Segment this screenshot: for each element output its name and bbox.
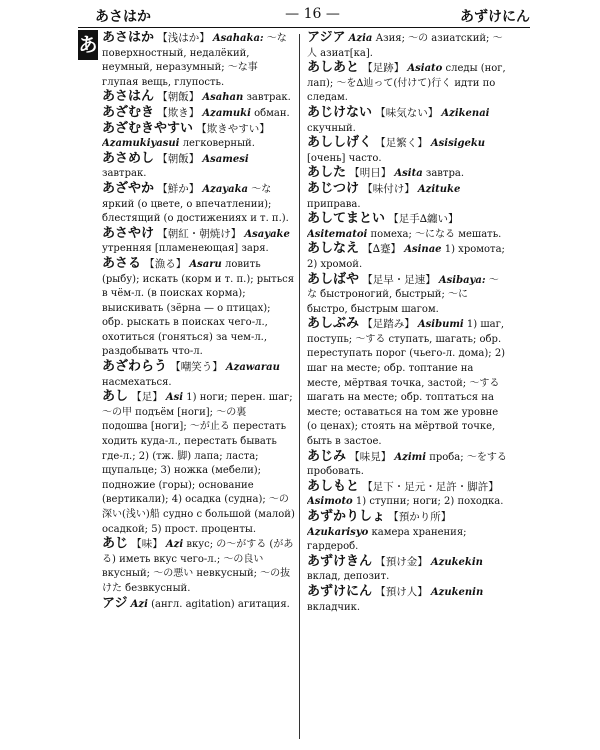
definition: легковерный.: [182, 138, 255, 150]
headword: あさはん: [102, 89, 155, 105]
definition: ловить (рыбу); искать (корм и т. п.); рыться в чём-л. (в поисках корма); выискивать (зёрна — о птицах); обр. рыскать в поисках чего-л., охотиться (гоняться) за чем-л., раздобывать что-л.: [102, 258, 295, 358]
headword: あずかりしょ: [307, 509, 386, 524]
definition: 〜な быстроногий, быстрый; 〜に быстро, быстрым шагом.: [307, 274, 499, 315]
headword: あした: [307, 165, 347, 181]
romanization: Azi: [165, 539, 184, 551]
dictionary-entry: [307, 585, 507, 615]
headword: あずけきん: [307, 553, 373, 569]
kanji-spelling: 【浅はか】: [157, 32, 210, 44]
running-header: [95, 4, 530, 26]
dictionary-entry: [102, 390, 295, 537]
kanji-spelling: 【足早・足速】: [362, 273, 436, 286]
definition: камера хранения; гардероб.: [307, 526, 467, 553]
dictionary-entry: [307, 61, 507, 106]
dictionary-entry: [102, 257, 295, 360]
definition: утренняя [пламенеющая] заря.: [102, 243, 269, 255]
romanization: Azukenin: [430, 586, 484, 598]
kanji-spelling: 【足手∆纏い】: [388, 213, 459, 226]
definition: приправа.: [307, 198, 361, 210]
definition: 〜な поверхностный, недалёкий, неумный, неразумный; 〜な事 глупая вещь, глупость.: [102, 33, 287, 88]
headword: あじみ: [307, 448, 347, 464]
romanization: Asibumi: [417, 319, 464, 331]
kanji-spelling: 【朝飯】: [157, 91, 200, 104]
romanization: Asahaka:: [212, 33, 264, 44]
dictionary-entry: [102, 31, 295, 90]
headword: あしぶみ: [307, 316, 360, 332]
definition: 1) хромота; 2) хромой.: [307, 244, 505, 270]
definition: обман.: [254, 107, 290, 119]
kanji-spelling: 【明日】: [349, 167, 392, 180]
column-divider: [299, 34, 300, 739]
definition: завтра.: [425, 168, 464, 180]
dictionary-entry: [307, 555, 507, 585]
kanji-spelling: 【味付け】: [362, 182, 415, 195]
definition: (англ. agitation) агитация.: [151, 598, 290, 610]
kanji-spelling: 【足繁く】: [375, 137, 428, 150]
thumb-index-tab: あ: [78, 30, 98, 60]
dictionary-entry: [102, 597, 295, 613]
right-column: [307, 31, 507, 746]
headword: あし: [102, 389, 129, 405]
kanji-spelling: 【漁る】: [144, 257, 187, 270]
headword: あしもと: [307, 478, 360, 494]
headword: あしばや: [307, 271, 360, 287]
romanization: Asahan: [202, 92, 244, 104]
definition: проба; 〜をする пробовать.: [307, 451, 507, 478]
kanji-spelling: 【足】: [131, 391, 163, 404]
headword: アジ: [102, 595, 128, 611]
headword: あじけない: [307, 104, 373, 120]
romanization: Asaru: [189, 258, 222, 270]
dictionary-entry: [307, 510, 507, 555]
header-first-word: あさはか: [95, 9, 151, 25]
definition: 1) шаг, поступь; 〜する ступать, шагать; обр. переступать порог (чьего-л. дома); 2) шаг на месте; обр. топтание на месте, мёртвая точка, застой; 〜する шагать на месте; обр. топтаться на месте; оставаться на том же уровне (о ценах); стоять на мёртвой точке, быть в застое.: [307, 319, 506, 448]
romanization: Azia: [348, 33, 373, 44]
dictionary-entry: [102, 106, 295, 122]
headword: あずけにん: [307, 583, 373, 599]
kanji-spelling: 【足下・足元・足許・脚許】: [362, 480, 499, 493]
romanization: Azamukiyasui: [102, 138, 180, 150]
kanji-spelling: 【預かり所】: [388, 511, 452, 523]
definition: помеха; 〜になる мешать.: [370, 228, 502, 240]
kanji-spelling: 【欺き】: [157, 106, 200, 119]
definition: 〜な яркий (о цвете, о впечатлении); блестящий (о достижениях и т. п.).: [102, 183, 289, 225]
romanization: Asayake: [244, 228, 290, 240]
kanji-spelling: 【味】: [131, 538, 163, 551]
dictionary-entry: [102, 90, 295, 106]
romanization: Asibaya:: [438, 274, 486, 286]
dictionary-entry: [102, 537, 295, 596]
definition: Азия; 〜の азиатский; 〜人 азиат[ка].: [307, 33, 503, 59]
dictionary-entry: [102, 182, 295, 227]
headword: あさめし: [102, 150, 155, 166]
headword: あざやか: [102, 180, 155, 196]
romanization: Azayaka: [202, 183, 249, 195]
headword: あさはか: [102, 31, 155, 45]
dictionary-entry: [307, 317, 507, 449]
kanji-spelling: 【預け金】: [375, 555, 428, 568]
kanji-spelling: 【足跡】: [362, 62, 405, 75]
romanization: Azikenai: [441, 107, 490, 119]
dictionary-entry: [102, 360, 295, 390]
headword: あさる: [102, 255, 142, 271]
romanization: Azawarau: [225, 362, 280, 374]
headword: あざむき: [102, 104, 155, 120]
definition: 1) ноги; перен. шаг; 〜の甲 подъём [ноги]; 〜の裏 подошва [ноги]; 〜が止る перестать ходить куда-л., перестать бывать где-л.; 2) (тж. 脚) лапа; ласта; щупальце; 3) ножка (мебели); подножие (горы); основание (вертикали); 4) осадка (судна); 〜の深い(浅い)船 судно с большой (малой) осадкой; 5) прост. проценты.: [102, 392, 295, 535]
romanization: Asisigeku: [430, 138, 486, 150]
definition: скучный.: [307, 122, 356, 134]
romanization: Azukarisyo: [307, 526, 369, 538]
romanization: Asimoto: [307, 496, 353, 508]
header-rule: [78, 27, 530, 28]
romanization: Asitematoi: [307, 228, 368, 240]
headword: あじつけ: [307, 180, 360, 196]
headword: あししげく: [307, 135, 373, 151]
kanji-spelling: 【預け人】: [375, 585, 428, 598]
romanization: Azamuki: [202, 107, 251, 119]
headword: あじ: [102, 536, 129, 552]
romanization: Asamesi: [202, 153, 249, 165]
headword: あざむきやすい: [102, 120, 194, 136]
definition: насмехаться.: [102, 376, 172, 388]
romanization: Azukekin: [430, 556, 483, 568]
headword: あざわらう: [102, 359, 168, 375]
dictionary-entry: [307, 136, 507, 166]
dictionary-entry: [307, 166, 507, 182]
definition: вкус; の〜がする (がある) иметь вкус чего-л.; 〜の良い вкусный; 〜の悪い невкусный; 〜の抜けた безвкусный.: [102, 539, 294, 594]
headword: あしあと: [307, 60, 360, 76]
definition: завтрак.: [102, 168, 147, 180]
headword: あしなえ: [307, 241, 360, 257]
dictionary-entry: [307, 480, 507, 510]
romanization: Asita: [394, 168, 423, 180]
dictionary-entry: [102, 227, 295, 257]
dictionary-entry: [307, 212, 507, 242]
headword: あしてまとい: [307, 211, 386, 227]
romanization: Asi: [165, 392, 184, 404]
dictionary-entry: [307, 242, 507, 272]
dictionary-entry: [102, 152, 295, 182]
definition: завтрак.: [246, 92, 291, 104]
romanization: Asiato: [407, 63, 443, 75]
headword: アジア: [307, 31, 346, 45]
dictionary-entry: [307, 450, 507, 480]
romanization: Azimi: [394, 451, 427, 463]
romanization: Asinae: [404, 244, 442, 256]
kanji-spelling: 【足踏み】: [362, 318, 415, 331]
dictionary-entry: [102, 122, 295, 152]
kanji-spelling: 【味見】: [349, 450, 392, 463]
kanji-spelling: 【∆蹇】: [362, 243, 402, 256]
kanji-spelling: 【味気ない】: [375, 106, 439, 119]
headword: あさやけ: [102, 225, 155, 241]
romanization: Azi: [130, 598, 148, 610]
dictionary-entry: [307, 273, 507, 318]
kanji-spelling: 【朝紅・朝焼け】: [157, 227, 242, 240]
kanji-spelling: 【欺きやすい】: [196, 122, 270, 135]
definition: 1) ступни; ноги; 2) походка.: [355, 496, 504, 508]
dictionary-entry: [307, 106, 507, 136]
kanji-spelling: 【鮮か】: [157, 182, 200, 195]
kanji-spelling: 【嘲笑う】: [170, 361, 223, 374]
kanji-spelling: 【朝飯】: [157, 152, 200, 165]
definition: следы (ног, лап); 〜を∆辿って(付けて)行く идти по следам.: [307, 63, 506, 104]
definition: вкладчик.: [307, 601, 361, 613]
dictionary-entry: [307, 31, 507, 61]
romanization: Azituke: [417, 183, 461, 195]
definition: [очень] часто.: [307, 152, 382, 164]
page-number: — 16 —: [285, 6, 340, 22]
header-last-word: あずけにん: [460, 9, 530, 25]
dictionary-entry: [307, 182, 507, 212]
left-column: [102, 31, 295, 746]
definition: вклад, депозит.: [307, 571, 390, 583]
